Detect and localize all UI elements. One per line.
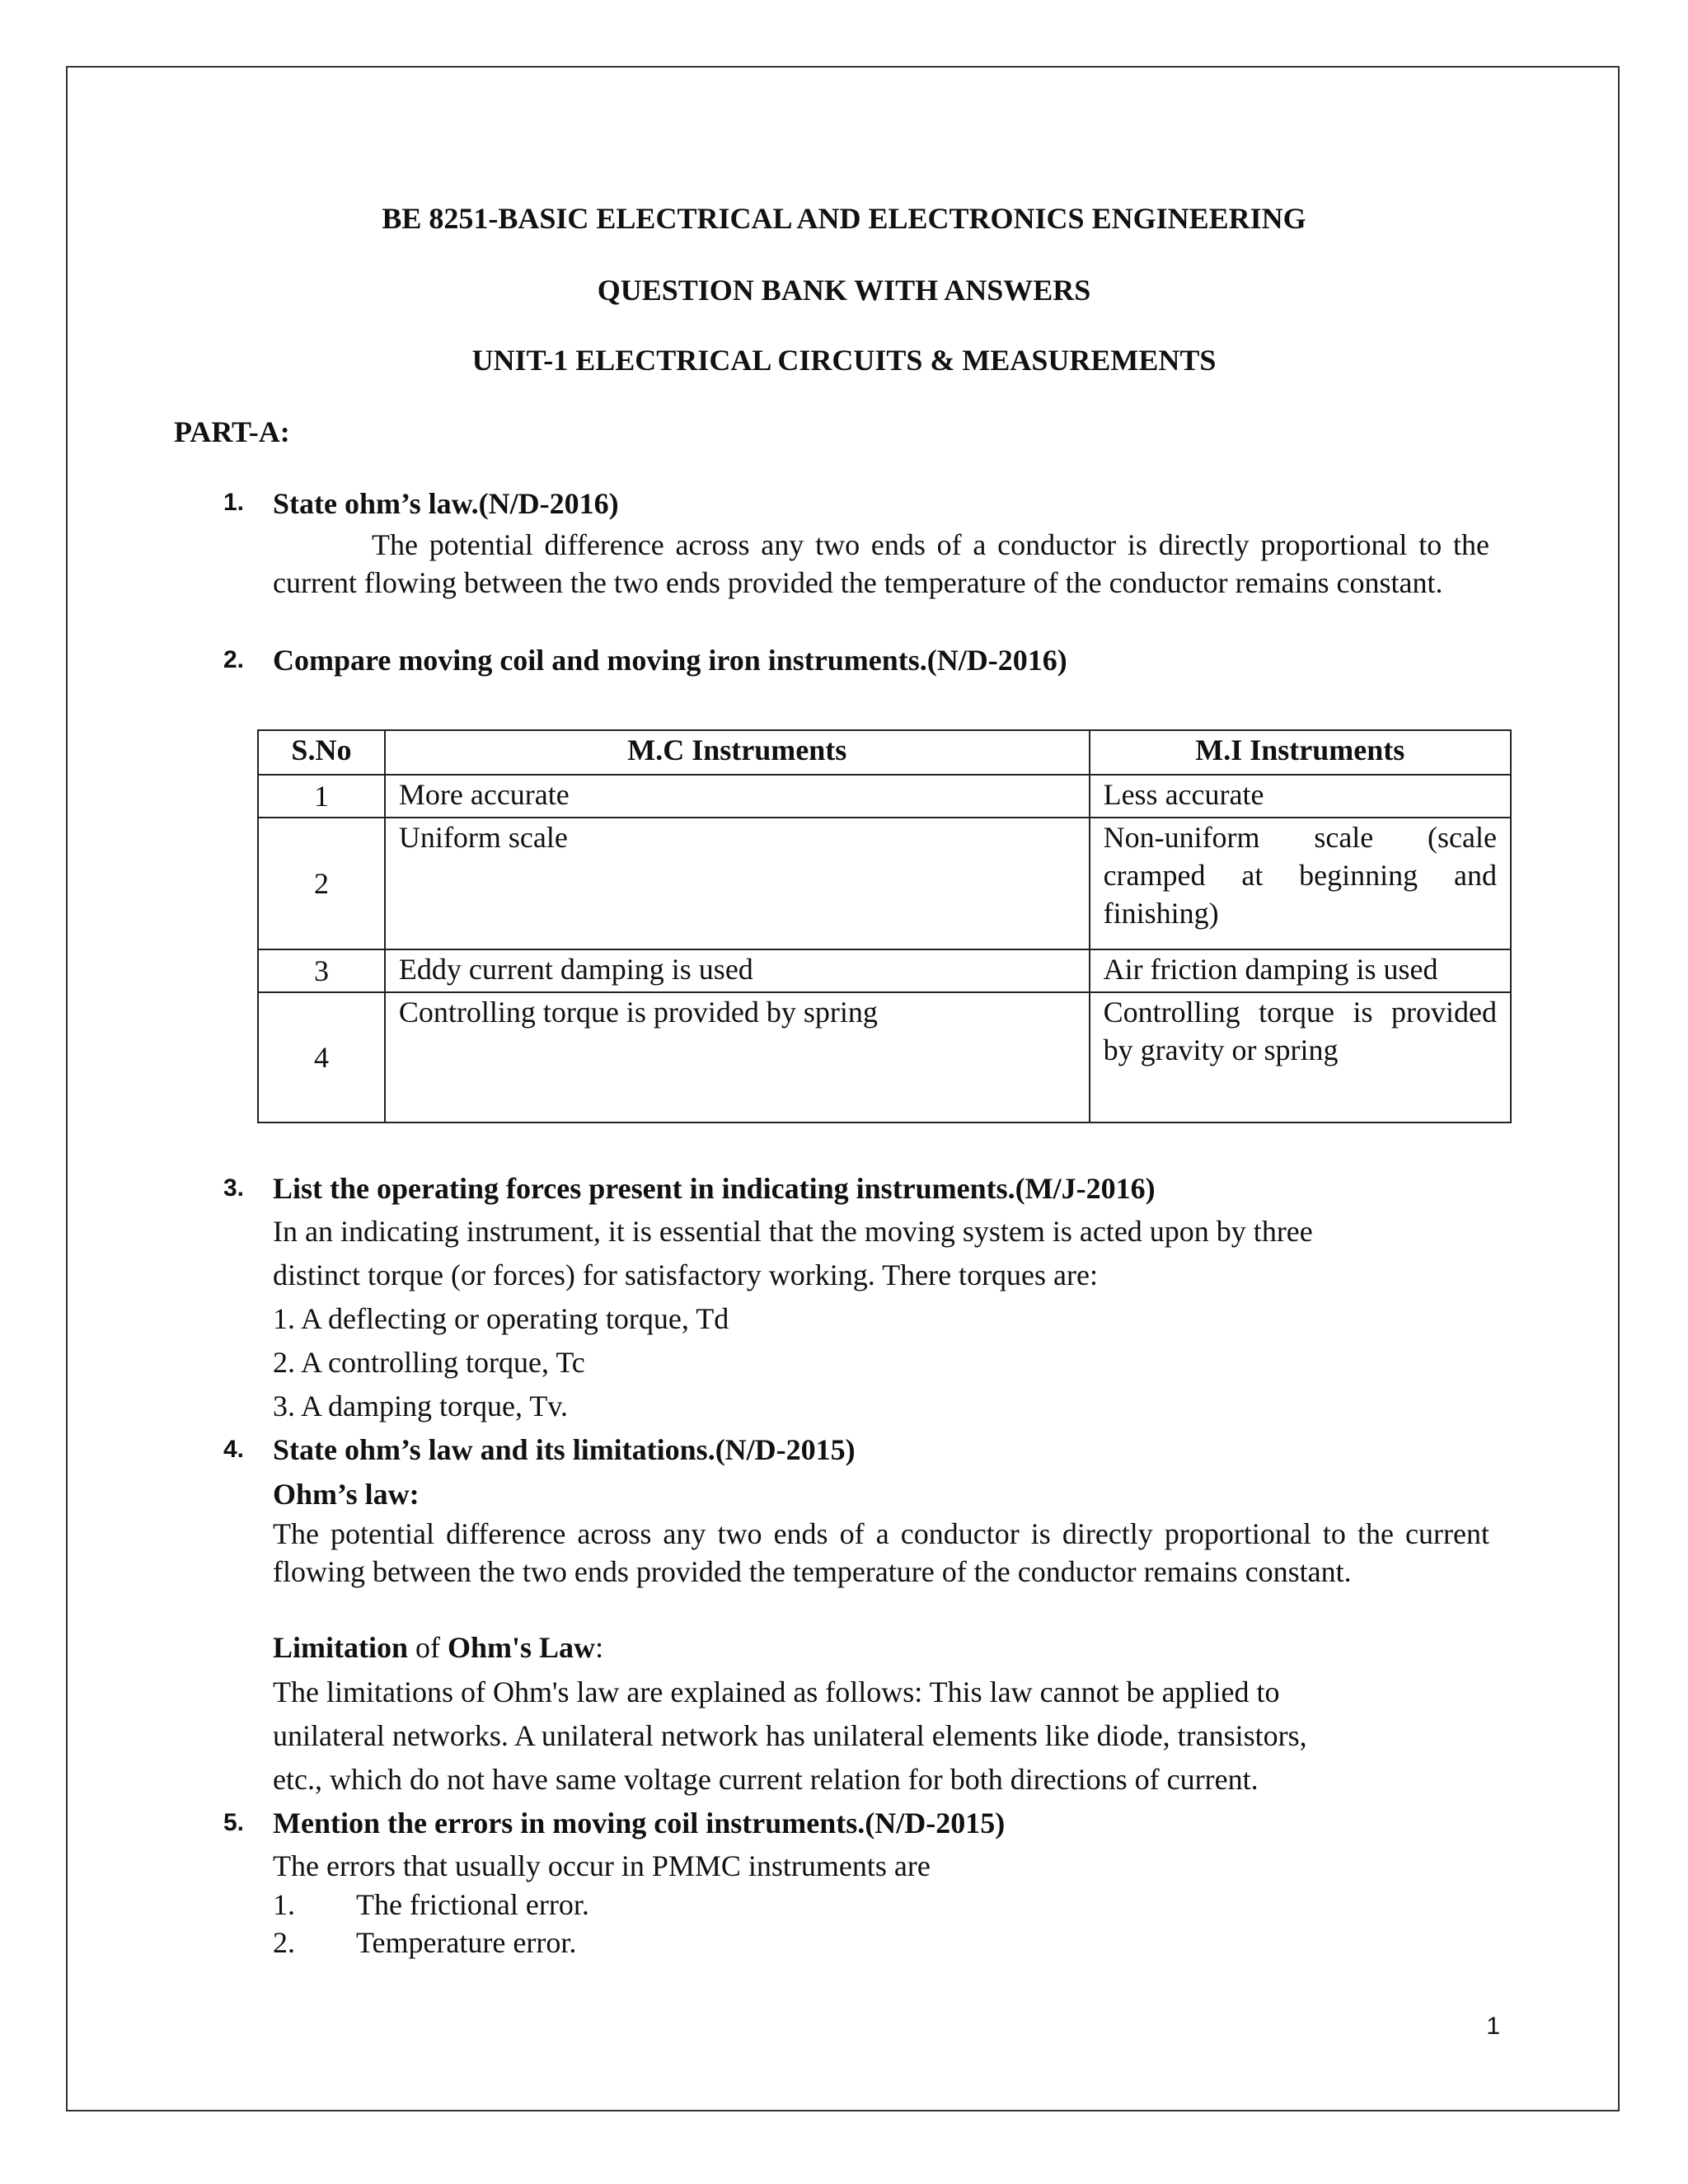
question-3-text: List the operating forces present in indicating instruments.(M/J-2016): [273, 1172, 1156, 1205]
table-cell-mc: Eddy current damping is used: [385, 949, 1090, 992]
table-cell-mi: Controlling torque is provided by gravity or spring: [1090, 992, 1511, 1122]
table-row: [258, 949, 1511, 992]
list-item-text: The frictional error.: [356, 1888, 589, 1921]
table-row: [258, 818, 1511, 949]
table-row: [258, 775, 1511, 818]
ohms-law-heading: Ohm’s law:: [273, 1478, 420, 1511]
part-heading: PART-A:: [174, 415, 290, 448]
table-cell-sno: 2: [258, 818, 385, 949]
document-subtitle: QUESTION BANK WITH ANSWERS: [597, 274, 1091, 307]
table-row: [258, 992, 1511, 1122]
answer-3-line-1: In an indicating instrument, it is essential that the moving system is acted upon by three: [273, 1215, 1313, 1248]
table-cell-sno: 4: [258, 992, 385, 1122]
answer-3-item-1: 1. A deflecting or operating torque, Td: [273, 1302, 729, 1335]
question-2-number: 2.: [223, 646, 245, 673]
answer-3-item-3: 3. A damping torque, Tv.: [273, 1390, 568, 1422]
table-cell-mc: Controlling torque is provided by spring: [385, 992, 1090, 1122]
page-number: 1: [1486, 2013, 1500, 2040]
question-5-number: 5.: [223, 1809, 245, 1836]
course-title: BE 8251-BASIC ELECTRICAL AND ELECTRONICS ENGINEERING: [382, 202, 1306, 235]
table-cell-mc: Uniform scale: [385, 818, 1090, 949]
table-cell-sno: 1: [258, 775, 385, 818]
limitation-line-2: unilateral networks. A unilateral network has unilateral elements like diode, transistors,: [273, 1719, 1307, 1752]
question-5-text: Mention the errors in moving coil instruments.(N/D-2015): [273, 1807, 1006, 1840]
unit-title: UNIT-1 ELECTRICAL CIRCUITS & MEASUREMENTS: [471, 344, 1217, 377]
answer-3-item-2: 2. A controlling torque, Tc: [273, 1346, 585, 1379]
limitation-line-1: The limitations of Ohm's law are explained as follows: This law cannot be applied to: [273, 1675, 1280, 1708]
table-cell-mc: More accurate: [385, 775, 1090, 818]
table-header-mc: M.C Instruments: [385, 730, 1090, 775]
question-2-text: Compare moving coil and moving iron instruments.(N/D-2016): [273, 644, 1067, 677]
ohms-law-word: Ohm's Law: [448, 1631, 596, 1664]
table-cell-mi: Non-uniform scale (scale cramped at beginning and finishing): [1090, 818, 1511, 949]
list-item-text: Temperature error.: [356, 1926, 577, 1959]
limitation-word: Limitation: [273, 1631, 409, 1664]
of-word: of: [408, 1631, 448, 1664]
question-4-number: 4.: [223, 1436, 245, 1463]
answer-1-text: The potential difference across any two ends of a conductor is directly proportional to the current flowing between the two ends provided the temperature of the conductor remains constant.: [273, 528, 1489, 599]
answer-3-line-2: distinct torque (or forces) for satisfactory working. There torques are:: [273, 1258, 1098, 1291]
question-3-number: 3.: [223, 1174, 245, 1202]
table-cell-sno: 3: [258, 949, 385, 992]
list-item-number: 1.: [273, 1888, 295, 1921]
ohms-law-text: The potential difference across any two ends of a conductor is directly proportional to the current flowing between the two ends provided the temperature of the conductor remains constant.: [273, 1517, 1489, 1588]
table-header-row: [258, 730, 1511, 775]
colon: :: [595, 1631, 604, 1664]
table-header-mi: M.I Instruments: [1090, 730, 1511, 775]
table-cell-mi: Air friction damping is used: [1090, 949, 1511, 992]
table-header-sno: S.No: [258, 730, 385, 775]
question-4-text: State ohm’s law and its limitations.(N/D-2015): [273, 1433, 856, 1466]
answer-5-intro: The errors that usually occur in PMMC instruments are: [273, 1849, 931, 1882]
list-item-number: 2.: [273, 1926, 295, 1959]
limitation-heading: [273, 1630, 603, 1665]
limitation-line-3: etc., which do not have same voltage current relation for both directions of current.: [273, 1763, 1259, 1796]
question-1-number: 1.: [223, 489, 245, 516]
table-cell-mi: Less accurate: [1090, 775, 1511, 818]
comparison-table: [257, 729, 1512, 1123]
question-1-text: State ohm’s law.(N/D-2016): [273, 487, 619, 520]
